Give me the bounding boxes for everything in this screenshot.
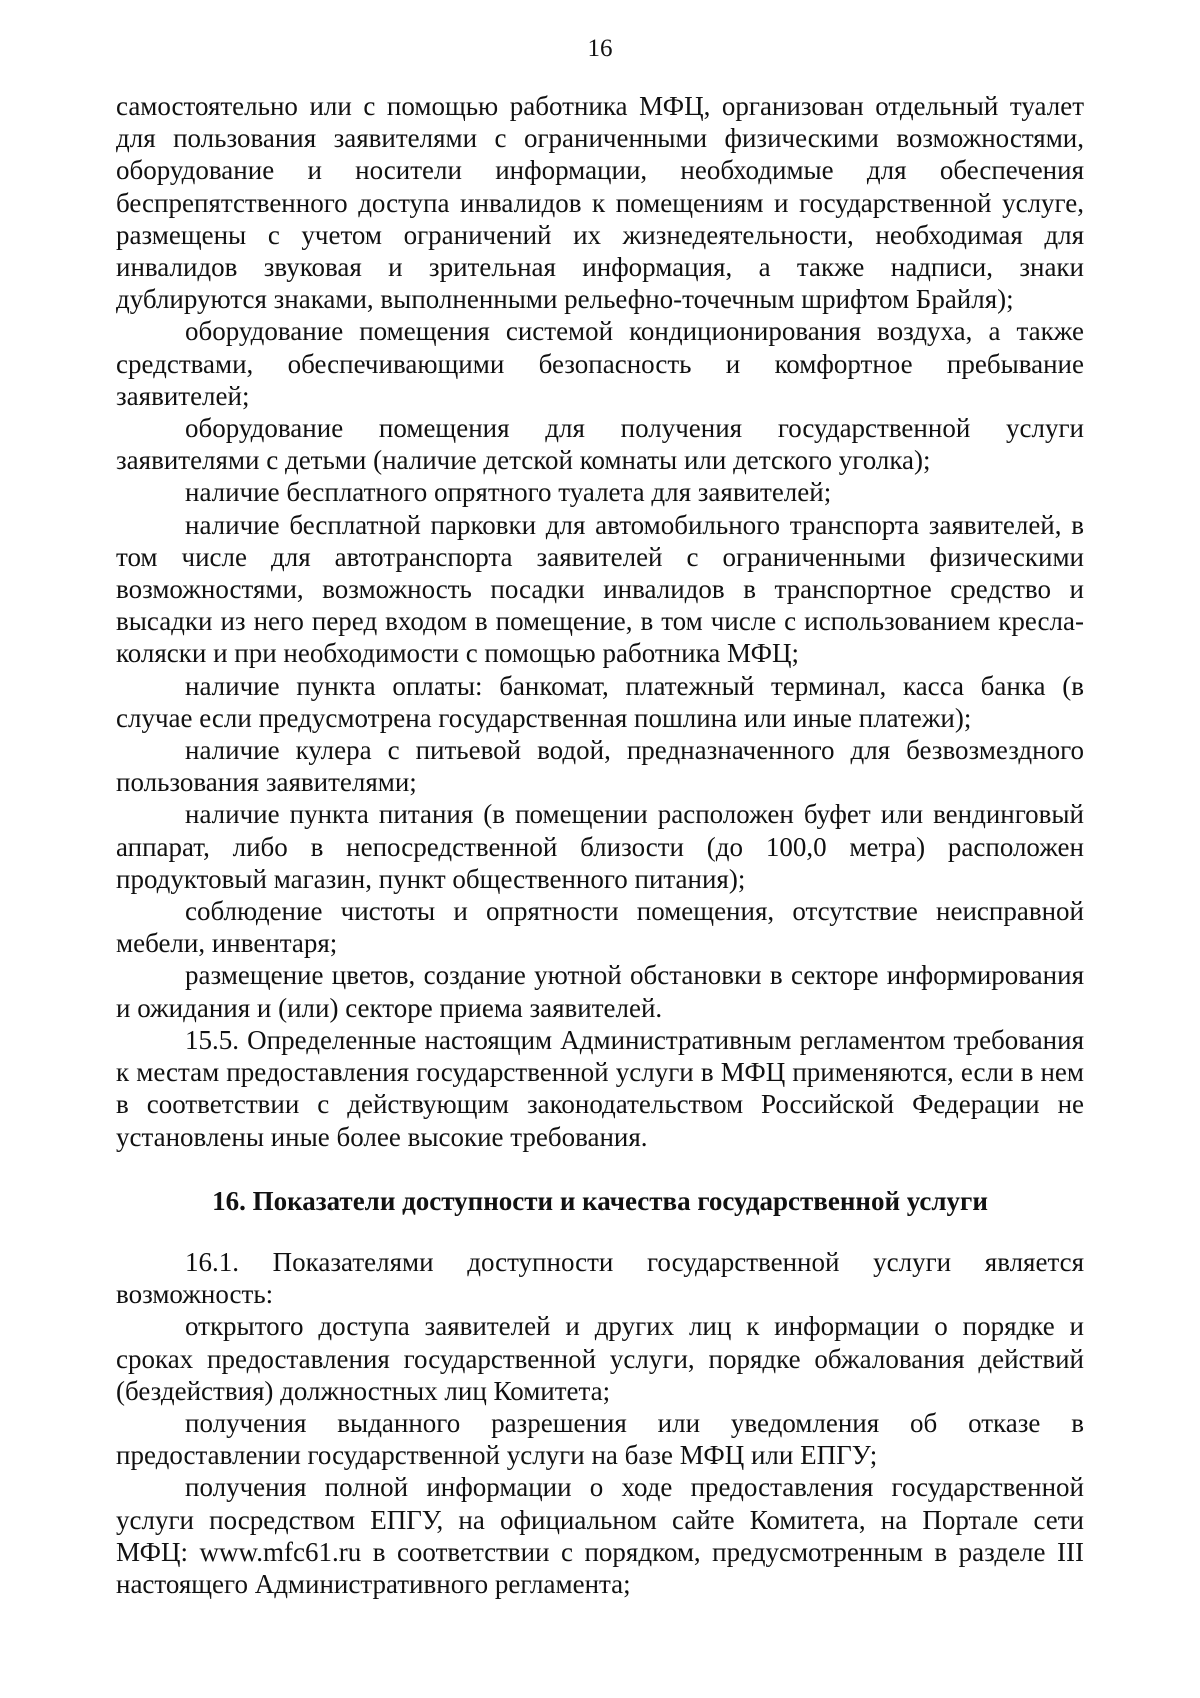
paragraph: оборудование помещения системой кондиционирования воздуха, а также средствами, обеспечивающими безопасность и комфортное пребывание заявителей; xyxy=(116,316,1084,411)
document-body xyxy=(116,90,1084,1600)
paragraph: размещение цветов, создание уютной обстановки в секторе информирования и ожидания и (или) секторе приема заявителей. xyxy=(116,960,1084,1023)
paragraph: наличие пункта питания (в помещении расположен буфет или вендинговый аппарат, либо в непосредственной близости (до 100,0 метра) расположен продуктовый магазин, пункт общественного питания); xyxy=(116,799,1084,894)
paragraph: самостоятельно или с помощью работника МФЦ, организован отдельный туалет для пользования заявителями с ограниченными физическими возможностями, оборудование и носители информации, необходимые для обеспечения беспрепятственного доступа инвалидов к помещениям и государственной услуге, размещены с учетом ограничений их жизнедеятельности, необходимая для инвалидов звуковая и зрительная информация, а также надписи, знаки дублируются знаками, выполненными рельефно-точечным шрифтом Брайля); xyxy=(116,91,1084,315)
paragraph: наличие пункта оплаты: банкомат, платежный терминал, касса банка (в случае если предусмотрена государственная пошлина или иные платежи); xyxy=(116,670,1084,733)
paragraph: открытого доступа заявителей и других лиц к информации о порядке и сроках предоставления государственной услуги, порядке обжалования действий (бездействия) должностных лиц Комитета; xyxy=(116,1311,1084,1406)
page-number: 16 xyxy=(587,35,613,62)
paragraph: наличие бесплатного опрятного туалета для заявителей; xyxy=(185,477,832,508)
section-heading: 16. Показатели доступности и качества государственной услуги xyxy=(212,1185,988,1216)
paragraph: наличие бесплатной парковки для автомобильного транспорта заявителей, в том числе для автотранспорта заявителей с ограниченными физическими возможностями, возможность посадки инвалидов в транспортное средство и высадки из него перед входом в помещение, в том числе с использованием кресла-коляски и при необходимости с помощью работника МФЦ; xyxy=(116,509,1084,669)
paragraph: получения выданного разрешения или уведомления об отказе в предоставлении государственной услуги на базе МФЦ или ЕПГУ; xyxy=(116,1407,1084,1471)
paragraphs-after-heading xyxy=(116,1246,1084,1600)
paragraph: 16.1. Показателями доступности государственной услуги является возможность: xyxy=(116,1246,1084,1310)
paragraph: соблюдение чистоты и опрятности помещения, отсутствие неисправной мебели, инвентаря; xyxy=(116,896,1084,959)
paragraphs-before-heading xyxy=(116,90,1084,1153)
paragraph: получения полной информации о ходе предоставления государственной услуги посредством ЕПГУ, на официальном сайте Комитета, на Портале сети МФЦ: www.mfc61.ru в соответствии с порядком, предусмотренным в разделе III настоящего Административного регламента; xyxy=(116,1472,1084,1599)
paragraph: наличие кулера с питьевой водой, предназначенного для безвозмездного пользования заявителями; xyxy=(116,735,1084,798)
paragraph: оборудование помещения для получения государственной услуги заявителями с детьми (наличие детской комнаты или детского уголка); xyxy=(116,413,1084,476)
paragraph: 15.5. Определенные настоящим Административным регламентом требования к местам предоставления государственной услуги в МФЦ применяются, если в нем в соответствии с действующим законодательством Российской Федерации не установлены иные более высокие требования. xyxy=(116,1024,1084,1152)
